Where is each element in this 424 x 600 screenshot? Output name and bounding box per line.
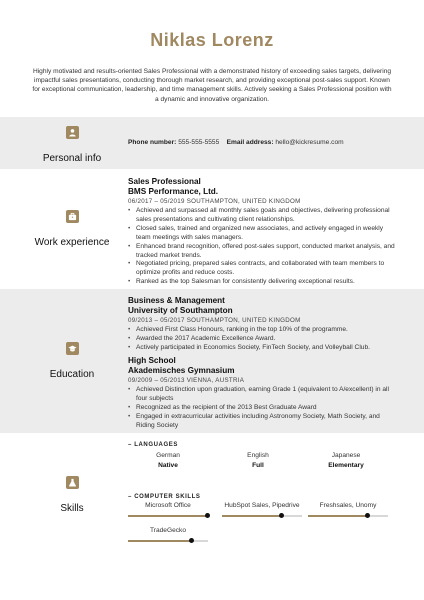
- skill-name: TradeGecko: [149, 527, 187, 534]
- language-name: Japanese: [331, 452, 361, 459]
- skill-bar-marker: [279, 513, 284, 518]
- list-item: • Closed sales, trained and organized new associates, and actively engaged in weekly team meetings with sales managers.: [128, 225, 396, 243]
- education-section: [0, 289, 424, 433]
- language-level: Full: [252, 462, 264, 469]
- job-title: Sales Professional: [128, 177, 201, 186]
- list-item: • Ranked as the top Salesman for consistently delivering exceptional results.: [128, 278, 396, 287]
- languages-heading: – LANGUAGES: [128, 442, 178, 448]
- skill-bar: [128, 540, 208, 542]
- school-name: University of Southampton: [128, 306, 233, 315]
- skill-bar-marker: [205, 513, 210, 518]
- list-item: • Negotiated pricing, prepared sales contracts, and collaborated with team members to optimize profits and reduce costs.: [128, 260, 396, 278]
- skill-bar-fill: [222, 515, 282, 517]
- degree-title: Business & Management: [128, 296, 225, 305]
- language-level: Elementary: [328, 462, 364, 469]
- briefcase-icon: [66, 210, 79, 223]
- work-experience-heading: [0, 210, 144, 248]
- skill-name: Microsoft Office: [145, 502, 191, 509]
- skill-item: [308, 502, 388, 517]
- email-label: Email address:: [226, 139, 274, 146]
- job-company: BMS Performance, Ltd.: [128, 187, 219, 196]
- language-name: German: [156, 452, 180, 459]
- skills-content: [128, 442, 396, 552]
- list-item: • Recognized as the recipient of the 2013 Best Graduate Award: [128, 404, 396, 413]
- language-name: English: [247, 452, 269, 459]
- education-bullets: [128, 386, 396, 431]
- skill-bar-marker: [365, 513, 370, 518]
- skill-item: [128, 502, 208, 517]
- skill-bar-marker: [189, 538, 194, 543]
- skills-section: [0, 433, 424, 553]
- language-item: [218, 451, 298, 471]
- phone-value: 555-555-5555: [178, 139, 220, 146]
- work-experience-section: [0, 169, 424, 289]
- school-name: Akademisches Gymnasium: [128, 366, 235, 375]
- profile-summary: Highly motivated and results-oriented Sales Professional with a demonstrated history of exceeding sales targets, delivering impactful sales presentations, conducting thorough market research, and providing exceptional post-sales support. Known for exceptional communication, leadership, and time management skills. Actively seeking a Sales Professional position with a dynamic and innovative organization.: [32, 68, 392, 103]
- skill-item: [222, 502, 302, 517]
- skill-item: [128, 527, 208, 542]
- skill-bar-fill: [128, 515, 208, 517]
- education-bullets: [128, 326, 396, 353]
- list-item: • Enhanced brand recognition, offered post-sales support, conducted market analysis, and tracked market trends.: [128, 243, 396, 261]
- job-entry: [128, 177, 396, 287]
- education-heading: [0, 342, 144, 380]
- language-item: [306, 451, 386, 471]
- skill-bar-fill: [128, 540, 192, 542]
- graduation-cap-icon: [66, 342, 79, 355]
- skill-bar: [308, 515, 388, 517]
- phone-label: Phone number:: [128, 139, 177, 146]
- skill-bar-fill: [308, 515, 368, 517]
- job-bullets: [128, 207, 396, 287]
- education-meta: 09/2013 – 05/2017 SOUTHAMPTON, UNITED KINGDOM: [128, 317, 301, 324]
- flask-icon: [66, 476, 79, 489]
- skills-heading: [0, 476, 144, 514]
- list-item: • Achieved and surpassed all monthly sales goals and objectives, delivering professional sales presentations and cultivating client relationships.: [128, 207, 396, 225]
- candidate-name: Niklas Lorenz: [150, 30, 274, 50]
- email-value: hello@kickresume.com: [275, 139, 344, 146]
- personal-info-heading: [0, 126, 144, 164]
- job-meta: 06/2017 – 05/2019 SOUTHAMPTON, UNITED KINGDOM: [128, 198, 301, 205]
- list-item: • Awarded the 2017 Academic Excellence Award.: [128, 335, 396, 344]
- education-entry-1: [128, 296, 396, 353]
- language-level: Native: [158, 462, 178, 469]
- skill-bar: [128, 515, 208, 517]
- contact-line: [128, 139, 396, 146]
- computer-skills-heading: – COMPUTER SKILLS: [128, 494, 201, 500]
- personal-info-section: [0, 117, 424, 169]
- list-item: • Actively participated in Economics Society, FinTech Society, and Volleyball Club.: [128, 344, 396, 353]
- personal-info-title: Personal info: [42, 153, 102, 164]
- language-item: [128, 451, 208, 471]
- list-item: • Achieved First Class Honours, ranking in the top 10% of the programme.: [128, 326, 396, 335]
- skill-bar: [222, 515, 302, 517]
- education-meta: 09/2009 – 05/2013 VIENNA, AUSTRIA: [128, 377, 245, 384]
- skills-title: Skills: [60, 503, 84, 514]
- person-icon: [66, 126, 79, 139]
- work-experience-title: Work experience: [34, 237, 110, 248]
- skill-name: HubSpot Sales, Pipedrive: [224, 502, 300, 509]
- list-item: • Achieved Distinction upon graduation, earning Grade 1 (equivalent to A/excellent) in all four subjects: [128, 386, 396, 404]
- education-entry-2: [128, 356, 396, 431]
- degree-title: High School: [128, 356, 176, 365]
- skill-name: Freshsales, Unomy: [319, 502, 377, 509]
- list-item: • Engaged in extracurricular activities including Astronomy Society, Math Society, and Riding Society: [128, 413, 396, 431]
- education-title: Education: [49, 369, 95, 380]
